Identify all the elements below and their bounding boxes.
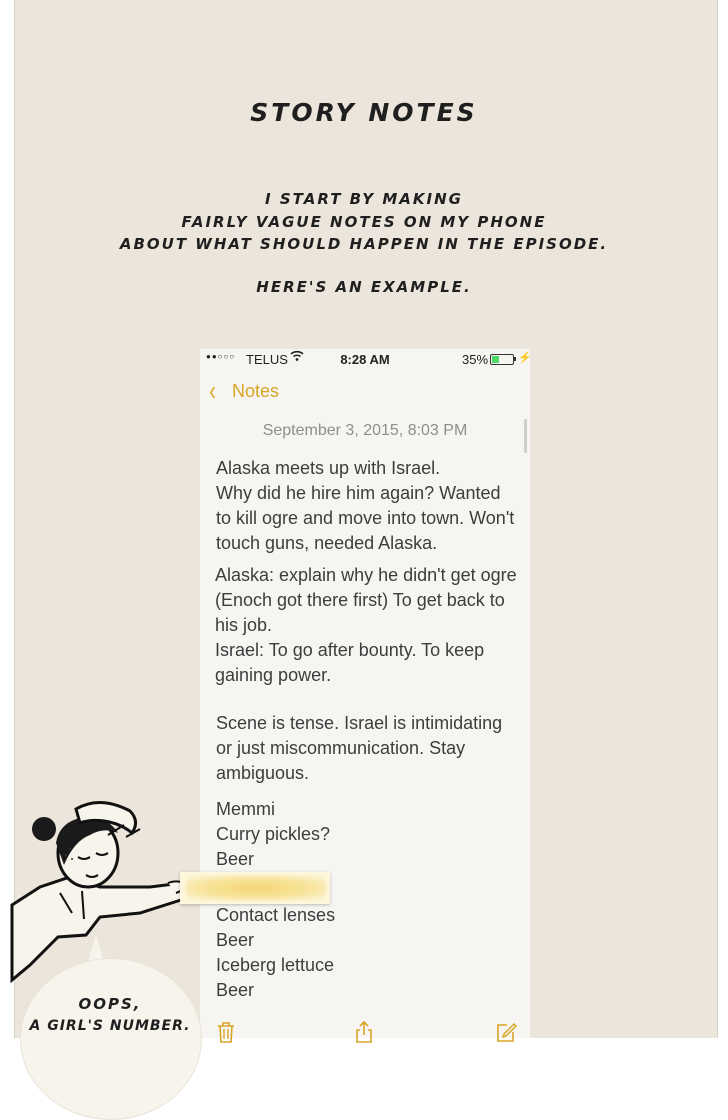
- intro-line: I START BY MAKING: [265, 190, 463, 208]
- speech-bubble: [20, 958, 202, 1120]
- speech-line: OOPS,: [78, 995, 142, 1013]
- note-line: Memmi: [216, 799, 275, 819]
- note-line: Beer: [216, 930, 255, 950]
- note-line: Curry pickles?: [216, 824, 331, 844]
- bolt-icon: ⚡: [518, 352, 532, 364]
- note-line: gaining power.: [215, 665, 332, 685]
- note-line: to kill ogre and move into town. Won't: [216, 508, 515, 528]
- note-line: (Enoch got there first) To get back to: [215, 590, 505, 610]
- battery-percent: 35%: [462, 352, 489, 367]
- note-line: ambiguous.: [216, 763, 310, 783]
- battery-tip: [514, 357, 516, 361]
- scrollbar[interactable]: [524, 419, 527, 453]
- intro-line: ABOUT WHAT SHOULD HAPPEN IN THE EPISODE.: [119, 235, 609, 253]
- trash-icon[interactable]: [216, 1021, 236, 1049]
- note-paragraph: [216, 797, 521, 872]
- back-label: Notes: [232, 381, 280, 401]
- carrier-label: TELUS: [246, 352, 288, 367]
- intro-text: [0, 188, 728, 256]
- note-line: touch guns, needed Alaska.: [216, 533, 438, 553]
- compose-icon[interactable]: [495, 1021, 517, 1049]
- note-line: or just miscommunication. Stay: [216, 738, 466, 758]
- chevron-left-icon: ‹: [209, 375, 216, 406]
- blurred-phone-number: [186, 876, 326, 900]
- example-caption: HERE'S AN EXAMPLE.: [256, 278, 472, 296]
- note-paragraph: [216, 903, 521, 1003]
- note-date: September 3, 2015, 8:03 PM: [262, 422, 468, 439]
- note-line: Scene is tense. Israel is intimidating: [216, 713, 503, 733]
- note-line: Beer: [216, 849, 255, 869]
- note-paragraph: [215, 563, 520, 688]
- battery-icon: [490, 354, 514, 365]
- speech-line: A GIRL'S NUMBER.: [29, 1018, 191, 1034]
- note-line: Iceberg lettuce: [216, 955, 335, 975]
- note-paragraph: [216, 711, 521, 786]
- note-line: Alaska: explain why he didn't get ogre: [215, 565, 517, 585]
- battery-fill: [492, 356, 499, 363]
- status-bar: [200, 349, 530, 371]
- note-line: Why did he hire him again? Wanted: [216, 483, 501, 503]
- note-line: his job.: [215, 615, 273, 635]
- note-line: Israel: To go after bounty. To keep: [215, 640, 485, 660]
- note-line: Alaska meets up with Israel.: [216, 458, 441, 478]
- note-line: Contact lenses: [216, 905, 336, 925]
- clock: 8:28 AM: [340, 352, 390, 367]
- phone-screenshot: [200, 349, 530, 1038]
- note-paragraph: [216, 456, 521, 556]
- share-icon[interactable]: [354, 1021, 374, 1049]
- intro-line: FAIRLY VAGUE NOTES ON MY PHONE: [181, 212, 547, 231]
- signal-dots-icon: ●●○○○: [206, 352, 236, 361]
- page-title: STORY NOTES: [250, 98, 478, 127]
- note-line: Beer: [216, 980, 255, 1000]
